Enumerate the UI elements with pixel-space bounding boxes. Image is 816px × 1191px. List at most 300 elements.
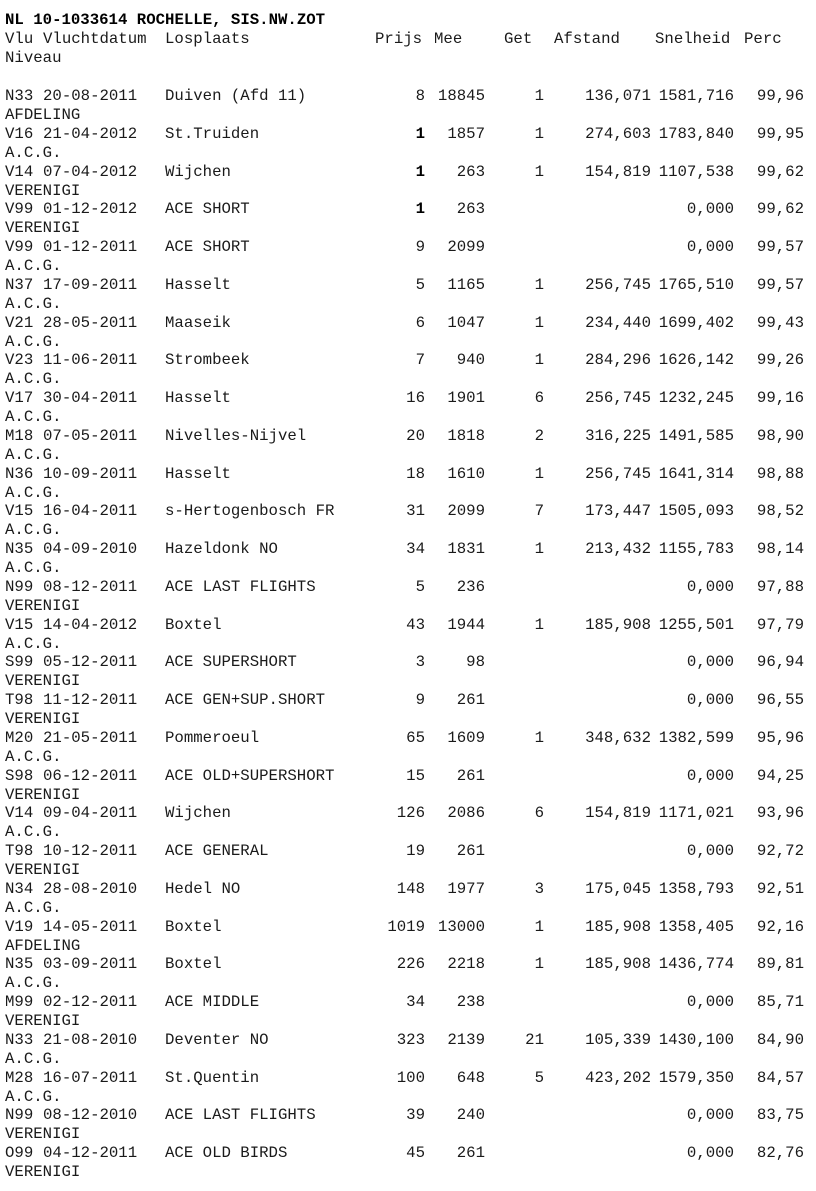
cell-prijs: 18 <box>406 465 425 483</box>
cell-vluchtdatum: 02-12-2011 <box>43 993 138 1011</box>
cell-prijs: 15 <box>406 767 425 785</box>
cell-get: 1 <box>534 351 544 369</box>
cell-snelheid: 0,000 <box>686 993 734 1011</box>
cell-get: 5 <box>534 1069 544 1087</box>
cell-get: 1 <box>534 87 544 105</box>
cell-perc: 85,71 <box>756 993 804 1011</box>
table-row <box>0 540 816 559</box>
cell-vluchtdatum: 04-09-2010 <box>43 540 138 558</box>
table-row <box>0 1031 816 1050</box>
table-row <box>0 465 816 484</box>
col-header-snelheid: Snelheid <box>655 30 731 48</box>
table-row <box>0 200 816 219</box>
cell-mee: 13000 <box>437 918 485 936</box>
cell-niveau: A.C.G. <box>5 144 62 162</box>
cell-losplaats: ACE OLD BIRDS <box>165 1144 288 1162</box>
cell-afstand: 105,339 <box>585 1031 651 1049</box>
cell-vluchtdatum: 14-04-2012 <box>43 616 138 634</box>
cell-niveau: A.C.G. <box>5 635 62 653</box>
cell-perc: 99,57 <box>756 238 804 256</box>
cell-prijs: 323 <box>396 1031 425 1049</box>
cell-vluchtdatum: 08-12-2011 <box>43 578 138 596</box>
cell-losplaats: Wijchen <box>165 804 231 822</box>
cell-vluchtdatum: 16-07-2011 <box>43 1069 138 1087</box>
cell-snelheid: 1382,599 <box>658 729 734 747</box>
cell-losplaats: Boxtel <box>165 955 222 973</box>
cell-afstand: 185,908 <box>585 616 651 634</box>
cell-afstand: 136,071 <box>585 87 651 105</box>
cell-snelheid: 0,000 <box>686 578 734 596</box>
cell-prijs: 45 <box>406 1144 425 1162</box>
cell-losplaats: Hasselt <box>165 276 231 294</box>
cell-prijs: 7 <box>415 351 425 369</box>
cell-vluchtdatum: 16-04-2011 <box>43 502 138 520</box>
cell-get: 1 <box>534 616 544 634</box>
cell-prijs: 9 <box>415 691 425 709</box>
cell-perc: 99,62 <box>756 163 804 181</box>
cell-losplaats: Wijchen <box>165 163 231 181</box>
cell-niveau: VERENIGI <box>5 786 81 804</box>
cell-vlu: V23 <box>5 351 34 369</box>
cell-vlu: V99 <box>5 238 34 256</box>
cell-vlu: N34 <box>5 880 34 898</box>
cell-afstand: 185,908 <box>585 955 651 973</box>
cell-vluchtdatum: 09-04-2011 <box>43 804 138 822</box>
cell-losplaats: Nivelles-Nijvel <box>165 427 307 445</box>
cell-mee: 1977 <box>447 880 485 898</box>
cell-snelheid: 1358,405 <box>658 918 734 936</box>
cell-vluchtdatum: 30-04-2011 <box>43 389 138 407</box>
col-header-vluchtdatum: Vluchtdatum <box>43 30 147 48</box>
cell-perc: 99,26 <box>756 351 804 369</box>
cell-vluchtdatum: 21-08-2010 <box>43 1031 138 1049</box>
cell-prijs: 39 <box>406 1106 425 1124</box>
cell-prijs: 31 <box>406 502 425 520</box>
cell-niveau: VERENIGI <box>5 1125 81 1143</box>
cell-perc: 83,75 <box>756 1106 804 1124</box>
cell-niveau: A.C.G. <box>5 521 62 539</box>
document-title: NL 10-1033614 ROCHELLE, SIS.NW.ZOT <box>5 11 326 29</box>
cell-snelheid: 1255,501 <box>658 616 734 634</box>
cell-mee: 1047 <box>447 314 485 332</box>
cell-niveau: A.C.G. <box>5 559 62 577</box>
cell-mee: 98 <box>466 653 485 671</box>
cell-mee: 261 <box>456 767 485 785</box>
cell-snelheid: 0,000 <box>686 238 734 256</box>
cell-vlu: N33 <box>5 87 34 105</box>
cell-perc: 93,96 <box>756 804 804 822</box>
table-row <box>0 767 816 786</box>
cell-vlu: N99 <box>5 1106 34 1124</box>
cell-prijs: 5 <box>415 578 425 596</box>
cell-niveau: A.C.G. <box>5 446 62 464</box>
cell-losplaats: Strombeek <box>165 351 250 369</box>
cell-mee: 236 <box>456 578 485 596</box>
cell-losplaats: Hedel NO <box>165 880 241 898</box>
cell-afstand: 234,440 <box>585 314 651 332</box>
cell-losplaats: Boxtel <box>165 918 222 936</box>
cell-perc: 99,96 <box>756 87 804 105</box>
cell-vluchtdatum: 28-08-2010 <box>43 880 138 898</box>
cell-vlu: N99 <box>5 578 34 596</box>
cell-snelheid: 1783,840 <box>658 125 734 143</box>
cell-niveau: VERENIGI <box>5 182 81 200</box>
cell-vlu: V19 <box>5 918 34 936</box>
cell-vlu: N36 <box>5 465 34 483</box>
cell-losplaats: Deventer NO <box>165 1031 269 1049</box>
cell-niveau: A.C.G. <box>5 257 62 275</box>
table-row <box>0 276 816 295</box>
cell-snelheid: 1107,538 <box>658 163 734 181</box>
cell-snelheid: 0,000 <box>686 653 734 671</box>
cell-prijs: 148 <box>396 880 425 898</box>
cell-snelheid: 1430,100 <box>658 1031 734 1049</box>
cell-perc: 98,52 <box>756 502 804 520</box>
table-row <box>0 389 816 408</box>
cell-vlu: V16 <box>5 125 34 143</box>
cell-prijs: 8 <box>415 87 425 105</box>
cell-losplaats: Maaseik <box>165 314 231 332</box>
cell-get: 3 <box>534 880 544 898</box>
cell-prijs: 126 <box>396 804 425 822</box>
table-row <box>0 163 816 182</box>
cell-get: 1 <box>534 955 544 973</box>
cell-mee: 261 <box>456 691 485 709</box>
cell-losplaats: ACE OLD+SUPERSHORT <box>165 767 335 785</box>
cell-afstand: 213,432 <box>585 540 651 558</box>
table-row <box>0 314 816 333</box>
cell-perc: 84,90 <box>756 1031 804 1049</box>
cell-get: 6 <box>534 389 544 407</box>
cell-niveau: VERENIGI <box>5 710 81 728</box>
table-row <box>0 729 816 748</box>
cell-vlu: N33 <box>5 1031 34 1049</box>
cell-afstand: 154,819 <box>585 804 651 822</box>
cell-mee: 2086 <box>447 804 485 822</box>
col-header-afstand: Afstand <box>554 30 620 48</box>
cell-niveau: A.C.G. <box>5 484 62 502</box>
cell-mee: 1944 <box>447 616 485 634</box>
cell-vlu: V14 <box>5 804 34 822</box>
cell-vluchtdatum: 21-05-2011 <box>43 729 138 747</box>
cell-vlu: M18 <box>5 427 34 445</box>
cell-prijs: 100 <box>396 1069 425 1087</box>
cell-get: 1 <box>534 465 544 483</box>
cell-losplaats: Boxtel <box>165 616 222 634</box>
cell-niveau: A.C.G. <box>5 1050 62 1068</box>
cell-perc: 96,55 <box>756 691 804 709</box>
cell-losplaats: Duiven (Afd 11) <box>165 87 307 105</box>
cell-prijs: 65 <box>406 729 425 747</box>
cell-vlu: M28 <box>5 1069 34 1087</box>
cell-niveau: VERENIGI <box>5 1012 81 1030</box>
cell-perc: 99,43 <box>756 314 804 332</box>
cell-afstand: 284,296 <box>585 351 651 369</box>
cell-losplaats: ACE LAST FLIGHTS <box>165 1106 316 1124</box>
cell-niveau: VERENIGI <box>5 1163 81 1181</box>
cell-snelheid: 1641,314 <box>658 465 734 483</box>
column-header-row <box>0 30 816 49</box>
table-row <box>0 955 816 974</box>
table-row <box>0 1144 816 1163</box>
col-header-perc: Perc <box>744 30 782 48</box>
table-row <box>0 993 816 1012</box>
cell-niveau: A.C.G. <box>5 333 62 351</box>
cell-afstand: 274,603 <box>585 125 651 143</box>
cell-vlu: V14 <box>5 163 34 181</box>
cell-afstand: 175,045 <box>585 880 651 898</box>
cell-niveau: A.C.G. <box>5 295 62 313</box>
cell-vlu: O99 <box>5 1144 34 1162</box>
cell-losplaats: ACE GENERAL <box>165 842 269 860</box>
cell-mee: 18845 <box>437 87 485 105</box>
cell-get: 21 <box>525 1031 544 1049</box>
cell-prijs: 1 <box>415 200 425 218</box>
cell-niveau: A.C.G. <box>5 408 62 426</box>
cell-perc: 96,94 <box>756 653 804 671</box>
cell-snelheid: 1765,510 <box>658 276 734 294</box>
cell-get: 1 <box>534 125 544 143</box>
col-header-losplaats: Losplaats <box>165 30 250 48</box>
table-row <box>0 1106 816 1125</box>
cell-perc: 99,62 <box>756 200 804 218</box>
cell-snelheid: 1436,774 <box>658 955 734 973</box>
cell-vluchtdatum: 07-04-2012 <box>43 163 138 181</box>
table-row <box>0 691 816 710</box>
cell-get: 1 <box>534 729 544 747</box>
cell-vlu: S99 <box>5 653 34 671</box>
cell-mee: 648 <box>456 1069 485 1087</box>
table-row <box>0 87 816 106</box>
cell-snelheid: 0,000 <box>686 691 734 709</box>
cell-mee: 1818 <box>447 427 485 445</box>
table-row <box>0 918 816 937</box>
col-header-prijs: Prijs <box>375 30 423 48</box>
cell-prijs: 226 <box>396 955 425 973</box>
cell-snelheid: 1232,245 <box>658 389 734 407</box>
cell-niveau: VERENIGI <box>5 219 81 237</box>
cell-mee: 2099 <box>447 502 485 520</box>
cell-mee: 238 <box>456 993 485 1011</box>
cell-mee: 940 <box>456 351 485 369</box>
cell-snelheid: 1699,402 <box>658 314 734 332</box>
cell-niveau: A.C.G. <box>5 370 62 388</box>
cell-vluchtdatum: 11-12-2011 <box>43 691 138 709</box>
cell-vlu: T98 <box>5 691 34 709</box>
cell-losplaats: Pommeroeul <box>165 729 260 747</box>
table-row <box>0 1069 816 1088</box>
cell-niveau: A.C.G. <box>5 1088 62 1106</box>
cell-prijs: 3 <box>415 653 425 671</box>
table-row <box>0 502 816 521</box>
cell-vlu: N35 <box>5 955 34 973</box>
cell-snelheid: 1491,585 <box>658 427 734 445</box>
cell-niveau: A.C.G. <box>5 748 62 766</box>
table-row <box>0 578 816 597</box>
cell-vlu: V15 <box>5 502 34 520</box>
cell-vlu: V21 <box>5 314 34 332</box>
cell-snelheid: 0,000 <box>686 842 734 860</box>
cell-niveau: A.C.G. <box>5 899 62 917</box>
cell-mee: 1901 <box>447 389 485 407</box>
cell-vluchtdatum: 11-06-2011 <box>43 351 138 369</box>
cell-snelheid: 0,000 <box>686 1144 734 1162</box>
cell-vlu: S98 <box>5 767 34 785</box>
cell-niveau: VERENIGI <box>5 672 81 690</box>
cell-snelheid: 0,000 <box>686 1106 734 1124</box>
cell-prijs: 34 <box>406 993 425 1011</box>
cell-snelheid: 0,000 <box>686 767 734 785</box>
col-header-get: Get <box>504 30 533 48</box>
cell-vluchtdatum: 20-08-2011 <box>43 87 138 105</box>
cell-vlu: V15 <box>5 616 34 634</box>
cell-niveau: A.C.G. <box>5 823 62 841</box>
cell-perc: 98,14 <box>756 540 804 558</box>
cell-mee: 1165 <box>447 276 485 294</box>
cell-niveau: VERENIGI <box>5 597 81 615</box>
cell-mee: 1831 <box>447 540 485 558</box>
cell-vluchtdatum: 21-04-2012 <box>43 125 138 143</box>
cell-snelheid: 1626,142 <box>658 351 734 369</box>
cell-perc: 94,25 <box>756 767 804 785</box>
cell-vluchtdatum: 03-09-2011 <box>43 955 138 973</box>
cell-losplaats: ACE SHORT <box>165 200 250 218</box>
cell-perc: 95,96 <box>756 729 804 747</box>
cell-losplaats: St.Quentin <box>165 1069 260 1087</box>
cell-vlu: N35 <box>5 540 34 558</box>
cell-snelheid: 1579,350 <box>658 1069 734 1087</box>
cell-prijs: 20 <box>406 427 425 445</box>
cell-losplaats: s-Hertogenbosch FR <box>165 502 335 520</box>
table-row <box>0 616 816 635</box>
cell-mee: 2099 <box>447 238 485 256</box>
cell-vluchtdatum: 01-12-2011 <box>43 238 138 256</box>
cell-vlu: M20 <box>5 729 34 747</box>
cell-perc: 97,79 <box>756 616 804 634</box>
cell-mee: 2218 <box>447 955 485 973</box>
cell-perc: 84,57 <box>756 1069 804 1087</box>
cell-perc: 97,88 <box>756 578 804 596</box>
cell-mee: 263 <box>456 163 485 181</box>
cell-prijs: 1019 <box>387 918 425 936</box>
cell-losplaats: ACE GEN+SUP.SHORT <box>165 691 326 709</box>
cell-get: 1 <box>534 918 544 936</box>
table-row <box>0 842 816 861</box>
col-header-niveau: Niveau <box>5 49 62 67</box>
cell-vlu: V17 <box>5 389 34 407</box>
table-row <box>0 804 816 823</box>
cell-vluchtdatum: 28-05-2011 <box>43 314 138 332</box>
cell-prijs: 43 <box>406 616 425 634</box>
cell-afstand: 154,819 <box>585 163 651 181</box>
cell-vluchtdatum: 10-12-2011 <box>43 842 138 860</box>
cell-prijs: 34 <box>406 540 425 558</box>
cell-losplaats: ACE SHORT <box>165 238 250 256</box>
cell-afstand: 185,908 <box>585 918 651 936</box>
cell-perc: 92,72 <box>756 842 804 860</box>
cell-snelheid: 1505,093 <box>658 502 734 520</box>
cell-mee: 1609 <box>447 729 485 747</box>
cell-niveau: VERENIGI <box>5 861 81 879</box>
cell-vluchtdatum: 07-05-2011 <box>43 427 138 445</box>
cell-perc: 99,95 <box>756 125 804 143</box>
cell-afstand: 316,225 <box>585 427 651 445</box>
cell-afstand: 256,745 <box>585 465 651 483</box>
cell-snelheid: 1171,021 <box>658 804 734 822</box>
cell-get: 1 <box>534 540 544 558</box>
cell-snelheid: 0,000 <box>686 200 734 218</box>
cell-afstand: 423,202 <box>585 1069 651 1087</box>
cell-prijs: 19 <box>406 842 425 860</box>
cell-snelheid: 1358,793 <box>658 880 734 898</box>
cell-get: 7 <box>534 502 544 520</box>
cell-get: 2 <box>534 427 544 445</box>
cell-get: 6 <box>534 804 544 822</box>
col-header-vlu: Vlu <box>5 30 34 48</box>
cell-vlu: T98 <box>5 842 34 860</box>
cell-vluchtdatum: 14-05-2011 <box>43 918 138 936</box>
cell-get: 1 <box>534 314 544 332</box>
cell-perc: 92,16 <box>756 918 804 936</box>
cell-perc: 99,57 <box>756 276 804 294</box>
table-row <box>0 125 816 144</box>
cell-mee: 2139 <box>447 1031 485 1049</box>
cell-perc: 82,76 <box>756 1144 804 1162</box>
cell-prijs: 5 <box>415 276 425 294</box>
table-row <box>0 427 816 446</box>
cell-mee: 263 <box>456 200 485 218</box>
cell-vluchtdatum: 01-12-2012 <box>43 200 138 218</box>
cell-afstand: 256,745 <box>585 276 651 294</box>
cell-mee: 1610 <box>447 465 485 483</box>
cell-losplaats: ACE SUPERSHORT <box>165 653 297 671</box>
cell-afstand: 348,632 <box>585 729 651 747</box>
cell-mee: 1857 <box>447 125 485 143</box>
cell-vluchtdatum: 04-12-2011 <box>43 1144 138 1162</box>
cell-losplaats: ACE LAST FLIGHTS <box>165 578 316 596</box>
cell-perc: 99,16 <box>756 389 804 407</box>
cell-perc: 98,90 <box>756 427 804 445</box>
cell-get: 1 <box>534 163 544 181</box>
cell-losplaats: ACE MIDDLE <box>165 993 260 1011</box>
cell-prijs: 1 <box>415 125 425 143</box>
cell-afstand: 173,447 <box>585 502 651 520</box>
cell-snelheid: 1581,716 <box>658 87 734 105</box>
cell-vluchtdatum: 17-09-2011 <box>43 276 138 294</box>
cell-vluchtdatum: 06-12-2011 <box>43 767 138 785</box>
cell-losplaats: Hazeldonk NO <box>165 540 278 558</box>
cell-mee: 261 <box>456 842 485 860</box>
cell-prijs: 9 <box>415 238 425 256</box>
cell-vluchtdatum: 10-09-2011 <box>43 465 138 483</box>
cell-prijs: 16 <box>406 389 425 407</box>
table-row <box>0 351 816 370</box>
table-row <box>0 653 816 672</box>
cell-prijs: 1 <box>415 163 425 181</box>
cell-prijs: 6 <box>415 314 425 332</box>
cell-vlu: V99 <box>5 200 34 218</box>
cell-losplaats: Hasselt <box>165 389 231 407</box>
cell-mee: 240 <box>456 1106 485 1124</box>
col-header-mee: Mee <box>434 30 463 48</box>
cell-niveau: A.C.G. <box>5 974 62 992</box>
cell-losplaats: St.Truiden <box>165 125 260 143</box>
cell-snelheid: 1155,783 <box>658 540 734 558</box>
cell-losplaats: Hasselt <box>165 465 231 483</box>
table-row <box>0 238 816 257</box>
table-row <box>0 880 816 899</box>
cell-mee: 261 <box>456 1144 485 1162</box>
